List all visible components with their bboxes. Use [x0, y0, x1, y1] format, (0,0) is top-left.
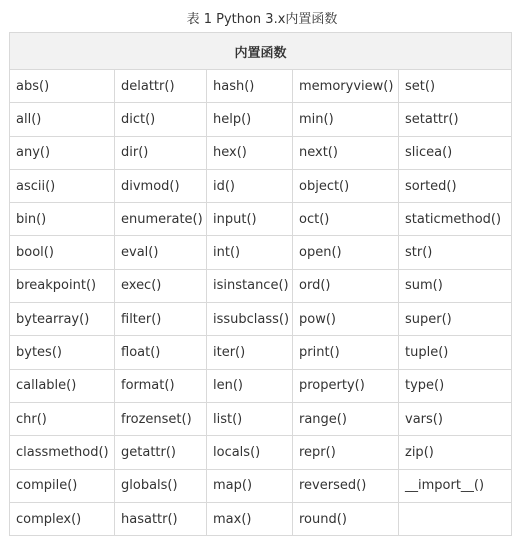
function-cell: all(): [10, 103, 115, 136]
function-cell: int(): [207, 236, 293, 269]
function-cell: iter(): [207, 336, 293, 369]
function-cell: memoryview(): [293, 70, 399, 103]
function-cell: chr(): [10, 402, 115, 435]
function-cell: dir(): [115, 136, 207, 169]
function-cell: issubclass(): [207, 303, 293, 336]
function-cell: reversed(): [293, 469, 399, 502]
function-cell: classmethod(): [10, 436, 115, 469]
function-cell: object(): [293, 169, 399, 202]
table-caption: 表 1 Python 3.x内置函数: [186, 12, 338, 27]
function-cell: range(): [293, 402, 399, 435]
function-cell: id(): [207, 169, 293, 202]
function-cell: staticmethod(): [399, 203, 512, 236]
function-cell: print(): [293, 336, 399, 369]
table-row: [10, 269, 512, 302]
table-body: [10, 70, 512, 536]
function-cell: ascii(): [10, 169, 115, 202]
table-row: [10, 136, 512, 169]
function-cell: sorted(): [399, 169, 512, 202]
function-cell: abs(): [10, 70, 115, 103]
function-cell: bool(): [10, 236, 115, 269]
function-cell: bytes(): [10, 336, 115, 369]
function-cell: max(): [207, 502, 293, 535]
table-row: [10, 469, 512, 502]
table-row: [10, 103, 512, 136]
function-cell: hash(): [207, 70, 293, 103]
function-cell: float(): [115, 336, 207, 369]
function-cell: enumerate(): [115, 203, 207, 236]
table-row: [10, 336, 512, 369]
function-cell: slicea(): [399, 136, 512, 169]
function-cell: eval(): [115, 236, 207, 269]
function-cell: __import__(): [399, 469, 512, 502]
function-cell: open(): [293, 236, 399, 269]
function-cell: compile(): [10, 469, 115, 502]
function-cell: locals(): [207, 436, 293, 469]
function-cell: divmod(): [115, 169, 207, 202]
table-row: [10, 236, 512, 269]
function-cell: exec(): [115, 269, 207, 302]
function-cell: help(): [207, 103, 293, 136]
function-cell: map(): [207, 469, 293, 502]
table-row: [10, 369, 512, 402]
function-cell: super(): [399, 303, 512, 336]
function-cell: min(): [293, 103, 399, 136]
function-cell: property(): [293, 369, 399, 402]
function-cell: format(): [115, 369, 207, 402]
function-cell: oct(): [293, 203, 399, 236]
function-cell: type(): [399, 369, 512, 402]
function-cell: len(): [207, 369, 293, 402]
table-row: [10, 70, 512, 103]
function-cell: repr(): [293, 436, 399, 469]
function-cell: hex(): [207, 136, 293, 169]
table-row: [10, 502, 512, 535]
function-cell: sum(): [399, 269, 512, 302]
function-cell: zip(): [399, 436, 512, 469]
function-cell: set(): [399, 70, 512, 103]
table-row: [10, 436, 512, 469]
table-header-row: [10, 33, 512, 70]
table-row: [10, 203, 512, 236]
function-cell: globals(): [115, 469, 207, 502]
function-cell: bin(): [10, 203, 115, 236]
function-cell: input(): [207, 203, 293, 236]
function-cell: vars(): [399, 402, 512, 435]
function-cell: complex(): [10, 502, 115, 535]
function-cell: breakpoint(): [10, 269, 115, 302]
function-cell: pow(): [293, 303, 399, 336]
table-header: 内置函数: [10, 33, 512, 70]
function-cell: ord(): [293, 269, 399, 302]
function-cell: bytearray(): [10, 303, 115, 336]
table-row: [10, 303, 512, 336]
function-cell: delattr(): [115, 70, 207, 103]
function-cell: any(): [10, 136, 115, 169]
function-cell: tuple(): [399, 336, 512, 369]
function-cell: list(): [207, 402, 293, 435]
function-cell: getattr(): [115, 436, 207, 469]
function-cell: [399, 502, 512, 535]
table-row: [10, 169, 512, 202]
function-cell: round(): [293, 502, 399, 535]
table-row: [10, 402, 512, 435]
function-cell: hasattr(): [115, 502, 207, 535]
function-cell: frozenset(): [115, 402, 207, 435]
function-cell: setattr(): [399, 103, 512, 136]
function-cell: callable(): [10, 369, 115, 402]
function-cell: isinstance(): [207, 269, 293, 302]
function-cell: str(): [399, 236, 512, 269]
function-cell: next(): [293, 136, 399, 169]
builtin-functions-table: [9, 32, 512, 536]
function-cell: dict(): [115, 103, 207, 136]
function-cell: filter(): [115, 303, 207, 336]
